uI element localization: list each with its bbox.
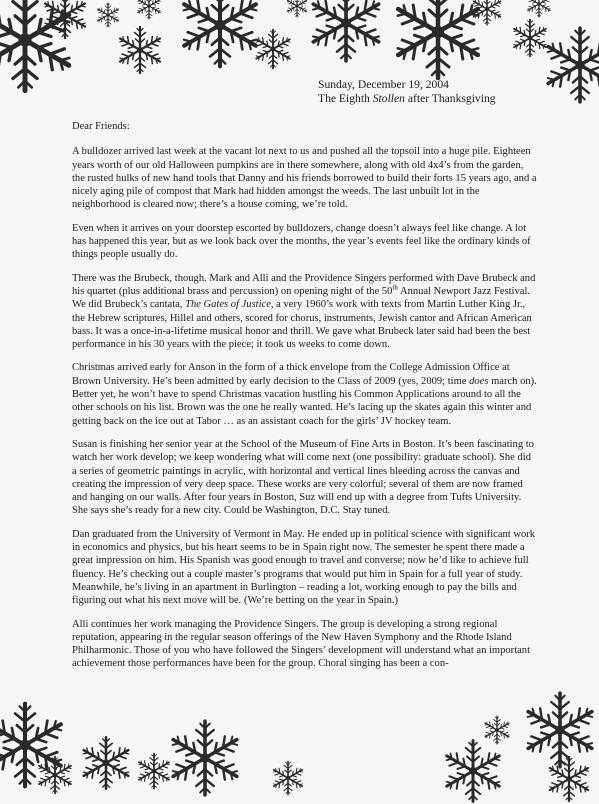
salutation: Dear Friends: (72, 121, 130, 132)
paragraph: Even when it arrives on your doorstep escorted by bulldozers, change doesn’t always feel like change. A lot has happened this year, but as we look back over the months, the year’s events feel like the ordinary kinds of things people usually do. (72, 222, 531, 261)
text-run: a very 1960’s work with texts from Martin Luther King Jr., the Hebrew scriptures, Hillel and others, scored for chorus, instruments, Jewish cantor and African American bass. It was a once-in-a-lifetime musical honor and thrill. We gave what Brubeck later said had been the best performance in his 30 years with the piece; it took us weeks to come down. (72, 299, 532, 351)
snowflake-icon (115, 25, 165, 75)
paragraph: Dan graduated from the University of Vermont in May. He ended up in political science with significant work in economics and physics, but his heart seems to be in Spain right now. The semester he spent there made a great impression on him. His Spanish was good enough to travel and converse; now he’d like to achieve full fluency. He’s checking out a couple master’s programs that would put him in Spain for a full year of study. Meanwhile, he’s living in an apartment in Burlington – reading a lot, working enough to pay the bills and figuring out what his next move will be. (We’re betting on the year in Spain.) (72, 528, 536, 607)
text-run: Christmas arrived early for Anson in the form of a thick envelope from the College Admission Office at Brown University. He’s been admitted by early decision to the Class of 2009 (yes, 2009; time (72, 362, 510, 387)
paragraph: A bulldozer arrived last week at the vacant lot next to us and pushed all the topsoil into a huge pile. Eighteen years worth of our old Halloween pumpkins are in there somewhere, along with old 4x4’s from the garden, the rusted hulks of new hand tools that Danny and his friends borrowed to build their forts 15 years ago, and a nicely aging pile of compost that Mark had hidden amongst the weeds. The last unbuilt lot in the neighborhood is cleared now; there’s a house coming, we’re told. (72, 146, 537, 211)
text-run: Annual Newport Jazz Festival. We did Brubeck’s cantata, (72, 285, 531, 311)
letter-subtitle (318, 92, 496, 106)
subtitle-emphasis: Stollen (372, 92, 405, 105)
subtitle-text: after Thanksgiving (404, 92, 496, 105)
text-run: There was the Brubeck, though. Mark and Alli and the Providence Singers performed with Dave Brubeck and his quartet (plus additional brass and percussion) on opening night of the 50 (72, 272, 536, 297)
snowflake-icon (135, 0, 163, 20)
paragraph: Susan is finishing her senior year at the School of the Museum of Fine Arts in Boston. It’s been fascinating to watch her work develop; we keep wondering what will come next (one possibility: graduate school). She did a series of geometric paintings in acrylic, with horizontal and vertical lines bleeding across the canvas and creating the impression of very deep space. These works are very colorful; several of them are now framed and hanging on our walls. After four years in Boston, Suz will end up with a degree from Tufts University. She says she’s ready for a new city. Could be Washington, D.C. Stay tuned. (72, 438, 534, 517)
snowflake-icon (305, 0, 387, 64)
snowflake-icon (470, 0, 504, 26)
snowflake-icon (165, 718, 245, 798)
emphasis: does (469, 375, 489, 387)
snowflake-icon (545, 755, 593, 803)
snowflake-icon (440, 738, 506, 804)
snowflake-icon (35, 755, 75, 795)
paragraph (72, 272, 538, 352)
snowflake-icon (482, 715, 512, 745)
letter-body (72, 120, 538, 681)
letter-date-block (318, 78, 496, 106)
subtitle-text: The Eighth (318, 92, 373, 105)
snowflake-icon (540, 25, 599, 105)
snowflake-icon (252, 28, 294, 70)
snowflake-icon (40, 0, 90, 40)
letter-date: Sunday, December 19, 2004 (318, 78, 449, 91)
snowflake-icon (525, 0, 553, 18)
paragraph: Alli continues her work managing the Providence Singers. The group is developing a strong regional reputation, appearing in the regular season offerings of the New Haven Symphony and the Rhode Island Philharmonic. Those of you who have followed the Singers’ development will understand what an important achievement those performances have been for the group. Choral singing has been a con- (72, 618, 531, 670)
paragraph (72, 361, 538, 427)
work-title: The Gates of Justice, (185, 299, 274, 311)
snowflake-icon (78, 735, 134, 791)
text-run: march on). Better yet, he won’t have to spend Christmas vacation hustling his Common Applications around to all the other schools on his list. Brown was the one he really wanted. He’s lacing up the skates again this winter and getting back on the ice out at Tabor … as an assistant coach for the girls’ JV hockey team. (72, 375, 537, 427)
superscript: th (392, 283, 398, 292)
